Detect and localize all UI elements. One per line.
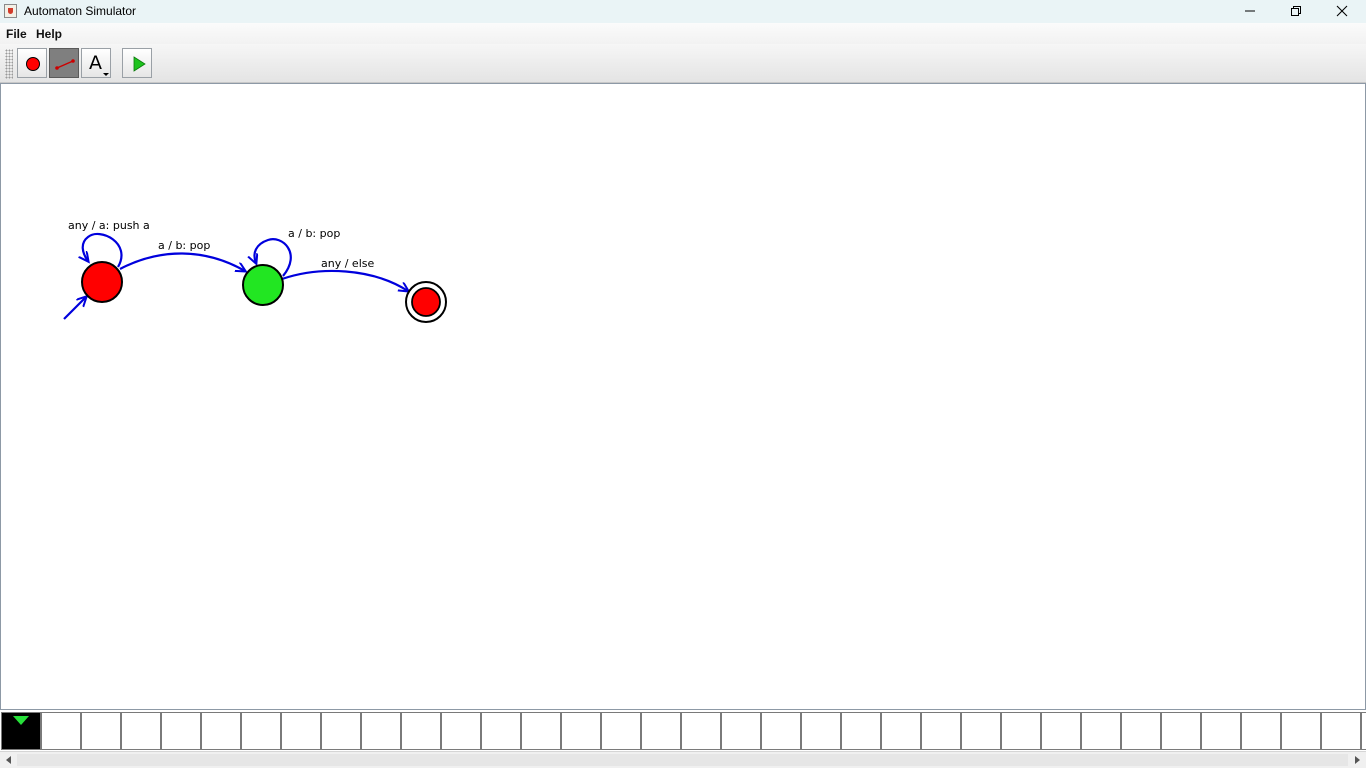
chevron-left-icon [5,756,13,764]
menu-help[interactable]: Help [36,27,63,41]
transition-label: any / else [321,257,375,270]
transition-q0-q1[interactable] [120,253,245,271]
text-a-icon: A [89,52,102,74]
close-icon [1336,5,1348,17]
tape-head-cell[interactable] [1,712,41,750]
add-state-tool[interactable] [17,48,47,78]
window-title: Automaton Simulator [24,4,137,18]
tape-cell[interactable] [881,712,921,750]
dropdown-caret-icon [82,49,112,79]
tape-cell[interactable] [321,712,361,750]
state-q2[interactable] [406,282,446,322]
close-button[interactable] [1319,0,1365,22]
green-play-icon [123,49,153,79]
title-bar [0,0,1366,23]
tape-cell[interactable] [81,712,121,750]
state-q1[interactable] [243,265,283,305]
menu-file[interactable]: File [6,27,27,41]
automaton-diagram [0,83,1366,710]
initial-state-arrow [64,297,86,319]
tape-cell[interactable] [401,712,441,750]
tape-head-icon [13,716,29,725]
maximize-button[interactable] [1273,0,1319,22]
transition-q1-q2[interactable] [282,271,408,291]
tape-cell[interactable] [161,712,201,750]
tape-cell[interactable] [721,712,761,750]
run-tool[interactable] [122,48,152,78]
transition-label: a / b: pop [288,227,341,240]
tape-cell[interactable] [481,712,521,750]
menu-bar [0,23,1366,44]
tape-cell[interactable] [921,712,961,750]
tape-cell[interactable] [1001,712,1041,750]
text-tool[interactable] [81,48,111,78]
transition-label: a / b: pop [158,239,211,252]
tape-cell[interactable] [1081,712,1121,750]
tape-cell[interactable] [961,712,1001,750]
tape-cell[interactable] [281,712,321,750]
tape-cell[interactable] [441,712,481,750]
arrow-line-icon [50,49,80,79]
restore-icon [1290,5,1302,17]
automaton-canvas[interactable] [0,83,1366,710]
horizontal-scrollbar[interactable] [0,751,1366,768]
tape-cell[interactable] [201,712,241,750]
tape-cell[interactable] [41,712,81,750]
tape-cell[interactable] [241,712,281,750]
java-app-icon [4,4,17,18]
minimize-icon [1244,5,1256,17]
tape-cell[interactable] [1041,712,1081,750]
toolbar [0,44,1366,83]
tape-cell[interactable] [1201,712,1241,750]
toolbar-grip[interactable] [5,49,13,79]
scroll-left-button[interactable] [1,752,17,768]
tape-cell[interactable] [361,712,401,750]
tape-cell[interactable] [641,712,681,750]
scrollbar-thumb[interactable] [17,754,1348,766]
state-q0[interactable] [82,262,122,302]
tape-cell[interactable] [1121,712,1161,750]
scroll-right-button[interactable] [1349,752,1365,768]
tape-cell[interactable] [601,712,641,750]
red-circle-icon [18,49,48,79]
minimize-button[interactable] [1227,0,1273,22]
tape-cell[interactable] [841,712,881,750]
tape-cell[interactable] [521,712,561,750]
tape-cell[interactable] [121,712,161,750]
chevron-right-icon [1353,756,1361,764]
tape-cell[interactable] [1161,712,1201,750]
tape-cell[interactable] [681,712,721,750]
tape-cell[interactable] [1321,712,1361,750]
add-transition-tool[interactable] [49,48,79,78]
tape-cell[interactable] [561,712,601,750]
tape-cell[interactable] [1361,712,1366,750]
tape-cell[interactable] [1281,712,1321,750]
tape-cell[interactable] [761,712,801,750]
tape-cell[interactable] [1241,712,1281,750]
tape-cell[interactable] [801,712,841,750]
tape [0,711,1366,751]
transition-label: any / a: push a [68,219,150,232]
